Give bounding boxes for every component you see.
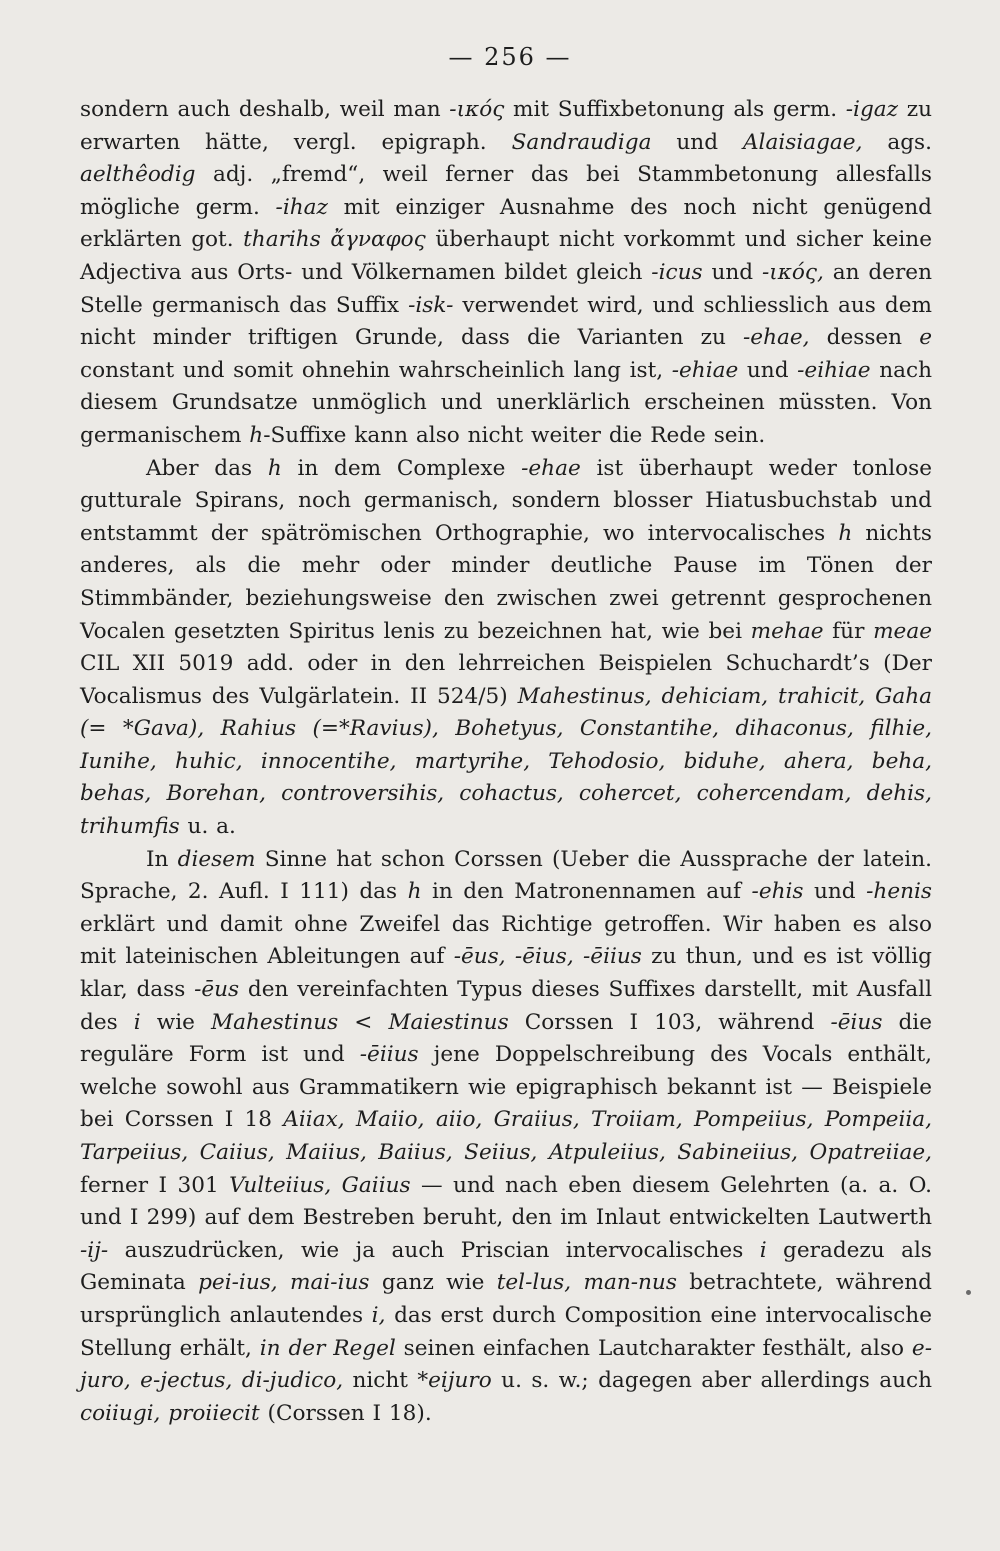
- italic-run: Alaisiagae,: [742, 129, 863, 155]
- italic-run: e: [919, 325, 932, 351]
- italic-run: -isk-: [408, 292, 454, 318]
- italic-run: -ēiius: [359, 1042, 419, 1068]
- italic-run: -ehae,: [743, 325, 810, 351]
- text-run: zu thun, und es ist völlig klar, dass: [80, 944, 933, 1003]
- italic-run: tharihs: [243, 227, 321, 253]
- italic-run: -eihiae: [797, 357, 871, 383]
- page-number: — 256 —: [448, 43, 572, 71]
- italic-run: -ehis: [751, 879, 804, 905]
- text-run: und: [702, 259, 762, 285]
- italic-run: Mahestinus < Maiestinus: [210, 1009, 509, 1035]
- text-run: wie: [140, 1009, 211, 1035]
- text-run: den vereinfachten Typus dieses Suffixes darstellt, mit Ausfall des: [80, 977, 932, 1035]
- text-run: geradezu als Geminata: [80, 1237, 932, 1296]
- italic-run: h: [267, 455, 282, 481]
- text-run: an deren Stelle germanisch das Suffix: [80, 259, 932, 318]
- paragraph-2: [80, 453, 932, 844]
- text-run: u. a.: [179, 814, 236, 840]
- italic-run: i: [133, 1009, 141, 1035]
- text-run: betrachtete, während ursprünglich anlautendes: [80, 1270, 932, 1328]
- text-run: sondern auch deshalb, weil man: [80, 97, 450, 122]
- text-run: und: [651, 129, 743, 155]
- text-run: für: [823, 618, 874, 644]
- italic-run: pei-ius, mai-ius: [198, 1270, 370, 1296]
- italic-run: -ικός,: [761, 259, 824, 285]
- italic-run: -ehiae: [671, 357, 739, 383]
- italic-run: -icus: [651, 259, 703, 285]
- text-run: jene Doppelschreibung des Vocals enthält, welche sowohl aus Grammatikern wie epigraphisch bekannt ist — Beispiele bei Corssen I 18: [80, 1042, 932, 1133]
- italic-run: -ēus: [194, 977, 240, 1003]
- text-run: -Suffixe kann also nicht weiter die Rede sein.: [263, 422, 766, 448]
- text-run: überhaupt nicht vorkommt und sicher keine Adjectiva aus Orts- und Völkernamen bildet gleich: [80, 227, 932, 285]
- italic-run: Vulteiius, Gaiius: [229, 1172, 411, 1198]
- italic-run: i,: [371, 1302, 386, 1328]
- margin-dot: [966, 1290, 971, 1295]
- text-run: ganz wie: [369, 1270, 497, 1296]
- text-run: u. s. w.; dagegen aber allerdings auch: [491, 1368, 932, 1394]
- italic-run: -ehae: [521, 455, 581, 481]
- text-run: nicht: [343, 1368, 418, 1394]
- text-run: und: [803, 879, 867, 905]
- italic-run: h: [838, 520, 853, 546]
- italic-run: ἄγναφος: [330, 227, 426, 253]
- text-run: seinen einfachen Lautcharakter festhält, also: [395, 1335, 912, 1361]
- italic-run: h: [249, 422, 264, 448]
- italic-run: aelthêodig: [80, 162, 196, 188]
- italic-run: Mahestinus, dehiciam, trahicit, Gaha (= *Gava), Rahius (=*Ravius), Bohetyus, Constantihe, dihaconus, filhie, Iunihe, huhic, innocentihe, martyrihe, Tehodosio, biduhe, ahera, beha, behas, Borehan, controversihis, cohactus, cohercet, cohercendam, dehis, trihumfis: [80, 683, 933, 840]
- text-run: nach diesem Grundsatze unmöglich und unerklärlich erscheinen müssten. Von germanischem: [80, 357, 932, 448]
- text-run: die reguläre Form ist und: [80, 1009, 932, 1068]
- text-run: verwendet wird, und schliesslich aus dem nicht minder triftigen Grunde, dass die Varianten zu: [80, 292, 933, 351]
- text-run: ist überhaupt weder tonlose gutturale Spirans, noch germanisch, sondern blosser Hiatusbuchstab und entstammt der spätrömischen Orthographie, wo intervocalisches: [80, 455, 932, 546]
- italic-run: -ικός: [449, 97, 505, 122]
- text-run: In: [146, 846, 178, 872]
- body-text: [80, 94, 932, 1430]
- italic-run: mehae: [750, 618, 824, 644]
- text-run: und: [738, 357, 798, 383]
- paragraph-3: [80, 844, 932, 1431]
- text-run: CIL XII 5019 add. oder in den lehrreichen Beispielen Schuchardt’s (Der Vocalismus des Vulgärlatein. II 524/5): [80, 651, 932, 709]
- italic-run: e-juro, e-jectus, di-judico,: [80, 1335, 932, 1394]
- text-run: in den Matronennamen auf: [421, 879, 752, 905]
- text-run: Aber das: [146, 455, 268, 481]
- italic-run: -ēus, -ēius, -ēiius: [453, 944, 642, 970]
- text-run: Sinne hat schon Corssen (Ueber die Aussprache der latein. Sprache, 2. Aufl. I 111) das: [80, 846, 932, 905]
- text-run: das erst durch Composition eine intervocalische Stellung erhält,: [80, 1302, 932, 1361]
- paragraph-1: [80, 94, 932, 453]
- text-run: dessen: [809, 325, 920, 351]
- italic-run: -igaz: [845, 97, 899, 122]
- italic-run: tel-lus, man-nus: [496, 1270, 677, 1296]
- text-run: Corssen I 103, während: [508, 1009, 831, 1035]
- italic-run: Sandraudiga: [511, 129, 652, 155]
- text-run: erklärt und damit ohne Zweifel das Richtige getroffen. Wir haben es also mit lateinischen Ableitungen auf: [80, 911, 932, 970]
- text-run: ferner I 301: [80, 1172, 230, 1198]
- italic-run: -ēius: [830, 1009, 883, 1035]
- italic-run: i: [759, 1237, 767, 1263]
- italic-run: -ij-: [80, 1237, 109, 1263]
- italic-run: -ihaz: [275, 194, 328, 220]
- italic-run: *eijuro: [417, 1368, 492, 1394]
- text-run: mit einziger Ausnahme des noch nicht genügend erklärten got.: [80, 194, 932, 253]
- italic-run: in der Regel: [259, 1335, 396, 1361]
- text-run: (Corssen I 18).: [259, 1400, 432, 1426]
- italic-run: meae: [873, 618, 932, 644]
- text-run: mit Suffixbetonung als germ.: [504, 97, 846, 122]
- text-run: adj. „fremd“, weil ferner das bei Stammbetonung allesfalls mögliche germ.: [80, 162, 932, 220]
- italic-run: h: [407, 879, 422, 905]
- italic-run: coiiugi, proiiecit: [80, 1400, 260, 1426]
- text-run: — und nach eben diesem Gelehrten (a. a. O. und I 299) auf dem Bestreben beruht, den im Inlaut entwickelten Lautwerth: [80, 1172, 933, 1231]
- text-run: nichts anderes, als die mehr oder minder deutliche Pause im Tönen der Stimmbänder, beziehungsweise den zwischen zwei getrennt gesprochenen Vocalen gesetzten Spiritus lenis zu bezeichnen hat, wie bei: [80, 520, 932, 644]
- text-run: [321, 227, 331, 252]
- text-run: constant und somit ohnehin wahrscheinlich lang ist,: [80, 357, 672, 383]
- italic-run: Aiiax, Maiio, aiio, Graiius, Troiiam, Pompeiius, Pompeiia, Tarpeiius, Caiius, Maiius, Baiius, Seiius, Atpuleiius, Sabineiius, Opatreiiae,: [80, 1107, 932, 1165]
- italic-run: -henis: [866, 879, 932, 905]
- text-run: auszudrücken, wie ja auch Priscian intervocalisches: [108, 1237, 760, 1263]
- italic-run: diesem: [177, 846, 256, 872]
- text-run: ags.: [862, 129, 932, 155]
- text-run: zu erwarten hätte, vergl. epigraph.: [80, 97, 932, 155]
- text-run: in dem Complexe: [281, 455, 522, 481]
